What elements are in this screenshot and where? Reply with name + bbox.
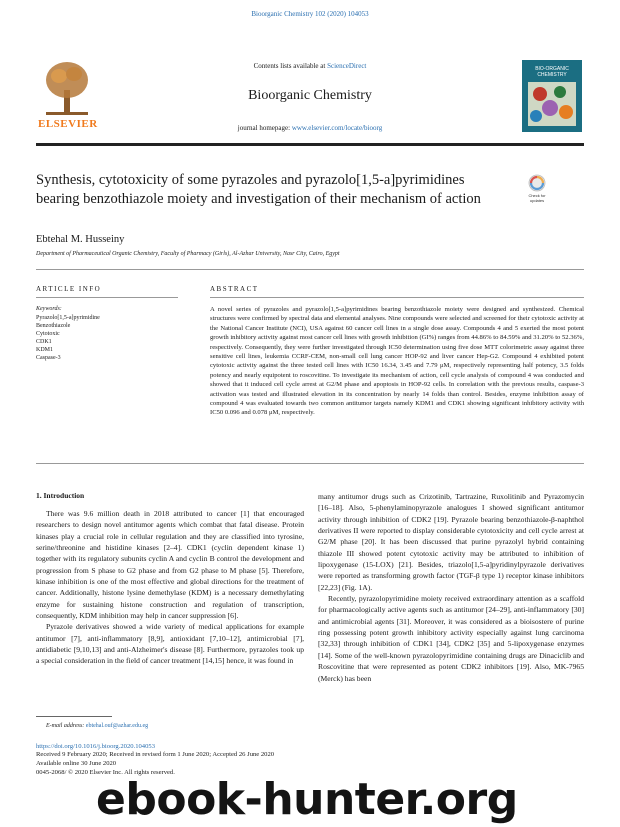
author-name: Ebtehal M. Husseiny <box>36 234 125 245</box>
check-updates-label: Check for updates <box>528 193 546 203</box>
journal-title: Bioorganic Chemistry <box>248 88 372 103</box>
keyword-item: KDM1 <box>36 347 54 353</box>
article-info-rule <box>36 297 178 298</box>
journal-reference[interactable]: Bioorganic Chemistry 102 (2020) 104053 <box>251 10 369 18</box>
check-for-updates-badge[interactable] <box>522 174 552 204</box>
elsevier-logo <box>38 60 96 134</box>
cover-title: BIO-ORGANIC CHEMISTRY <box>535 66 569 78</box>
keywords-label: Keywords: <box>36 306 62 312</box>
homepage-prefix: journal homepage: <box>237 124 292 132</box>
doi-link[interactable]: https://doi.org/10.1016/j.bioorg.2020.104053 <box>36 743 155 750</box>
intro-right-column <box>318 491 584 684</box>
contents-prefix: Contents lists available at <box>253 62 328 70</box>
email-footnote <box>46 723 148 729</box>
header-rule <box>36 143 584 146</box>
homepage-link[interactable]: www.elsevier.com/locate/bioorg <box>291 124 383 132</box>
received-dates: Received 9 February 2020; Received in revised form 1 June 2020; Accepted 26 June 2020 <box>36 751 275 758</box>
footnote-rule <box>36 716 112 717</box>
check-updates-icon <box>522 174 552 194</box>
keyword-item: Cytotoxic <box>36 331 60 337</box>
elsevier-tree-icon <box>44 60 90 116</box>
abstract-heading: ABSTRACT <box>210 285 259 293</box>
keywords-list <box>36 314 100 362</box>
sciencedirect-link[interactable]: ScienceDirect <box>327 62 367 70</box>
intro-paragraph: Pyrazole derivatives showed a wide variety of medical applications for example antitumor [7], anti-inflammatory [8,9], antioxidant [7,10–12], antimicrobial [7], antidiabetic [9,10,13] and anti-Alzheimer's disease [8]. Furthermore, pyrazoles took up a special consideration in the field of cancer treatment [14,15] hence, it was found in <box>36 622 304 666</box>
abstract-rule <box>210 297 584 298</box>
abstract-bottom-rule <box>36 463 584 464</box>
intro-paragraph: Recently, pyrazolopyrimidine moiety received extraordinary attention as a scaffold for pharmacologically active agents such as antitumor [24–29], anti-inflammatory [30] and antimicrobial agents [31]. Moreover, it was considered as a bioisostere of purine ring possessing potent growth inhibitory activity especially against lung carcinoma [32,33] through inhibition of CDK1 [34], CDK2 [35] and 5-lipoxygenase enzymes [14]. Some of the well-known pyrazolopyrimidine containing drugs are Dinaciclib and Roscovitine that were represented as potent CDK2 inhibitors [19]. Also, MK-7965 (Merck) has been <box>318 594 584 683</box>
section-divider <box>36 269 584 270</box>
journal-homepage <box>110 124 510 132</box>
contents-line <box>110 62 510 70</box>
keyword-item: Pyrazolo[1,5-a]pyrimidine <box>36 315 100 321</box>
journal-cover[interactable] <box>522 60 582 132</box>
email-link[interactable]: ebtehal.ouf@azhar.edu.eg <box>85 723 149 729</box>
intro-left-column <box>36 508 304 667</box>
intro-paragraph: many antitumor drugs such as Crizotinib, Tartrazine, Ruxolitinib and Pyrazomycin [16–18]. Also, 5-phenylaminopyrazole analogues I showed significant antitumor activity through inhibition of CDK2 [19]. Pyrazole bearing benzothiazole-β-naphthol derivatives II were reported to display considerable cytotoxicity and cell cycle arrest at G2/M phase [20]. It has been discussed that purine pyrazolyl hybrid containing thiazole III showed potent cytotoxic activity may be attributed to inhibition of lipoxygenase (15-LOX) [21]. Besides, triazolo[1,5-a]pyridinylpyrazole derivatives were reported as transforming growth factor (TGF-β type 1) receptor kinase inhibitors [22,23] (Fig. 1A). <box>318 492 584 592</box>
elsevier-wordmark: ELSEVIER <box>38 118 98 130</box>
cover-art-image <box>528 82 576 126</box>
abstract-text: A novel series of pyrazoles and pyrazolo[1,5-a]pyrimidines bearing benzothiazole moiety were designed and synthesized. Chemical structures were confirmed by spectral data and elemental analyses. Nine compounds were selected and screened for their cytotoxic activity at the National Cancer Institute (NCI), USA against 60 cancer cell lines in a single dose assay. Compounds 4 and 5 exerted the most potent growth inhibitory activity against most cancer cell lines with growth inhibition (GI%) ranges from 44.86% to 84.59% and 31.20% to 52.36%, respectively. Consequently, they were further investigated through IC50 determination using five dose MTT colorimetric assay against three sensitive cell lines, leukemia CCRF-CEM, non-small cell lung cancer HOP-92 and liver cancer Hep-G2. Compound 4 exhibited potent cytotoxic activity against the three tested cell lines with IC50 16.34, 3.45 and 7.79 μM, respectively representing half potency, 3.5 folds potency and nearly equipotent to roscovitine. To investigate its mechanism of action, cell cycle analysis of compound 4 was conducted and showed that it induced cell cycle arrest at G2/M phase and apoptosis in HOP-92 cells. In correlation with the previous results, caspase-3 activation was tested and illustrated elevation in its concentration by nearly 14 folds than control. Besides, enzyme inhibition assay of compound 4 was evaluated towards two common antitumor targets namely KDM1 and CDK1 showing significant inhibitory activity with IC50 0.096 and 0.078 μM, respectively. <box>210 306 584 417</box>
author-affiliation: Department of Pharmaceutical Organic Chemistry, Faculty of Pharmacy (Girls), Al-Azhar University, Nasr City, Cairo, Egypt <box>36 251 340 257</box>
keyword-item: Benzothiazole <box>36 323 71 329</box>
article-title: Synthesis, cytotoxicity of some pyrazoles and pyrazolo[1,5-a]pyrimidines bearing benzothiazole moiety and investigation of their mechanism of action <box>36 172 481 207</box>
issn-copyright: 0045-2068/ © 2020 Elsevier Inc. All rights reserved. <box>36 769 175 776</box>
intro-paragraph: There was 9.6 million death in 2018 attributed to cancer [1] that encouraged researchers to design novel antitumor agents which combat that fatal disease. Protein kinases play a crucial role in cellular regulation and they are classified into tyrosine, serine/threonine and histidine kinases [2–4]. CDK1 (cyclin dependent kinase 1) together with its regulatory subunits cyclin A and cyclin B control the development and progression from S phase to G2 phase and from G2 phase to M phase [5]. Therefore, kinase inhibition is one of the most effective and global directions for the treatment of cancer. Additionally, histone lysine demethylase (KDM) is a necessary demethylating enzyme for sustaining histone construction and regulation of transcription, consequently, KDM inhibition may help in cancer suppression [6]. <box>36 509 304 621</box>
available-online: Available online 30 June 2020 <box>36 760 117 767</box>
article-info-heading: ARTICLE INFO <box>36 285 102 293</box>
introduction-heading: 1. Introduction <box>36 491 85 500</box>
keyword-item: Caspase-3 <box>36 355 61 361</box>
keyword-item: CDK1 <box>36 339 52 345</box>
watermark: ebook-hunter.org <box>96 774 518 825</box>
email-label: E-mail address: <box>46 723 86 729</box>
